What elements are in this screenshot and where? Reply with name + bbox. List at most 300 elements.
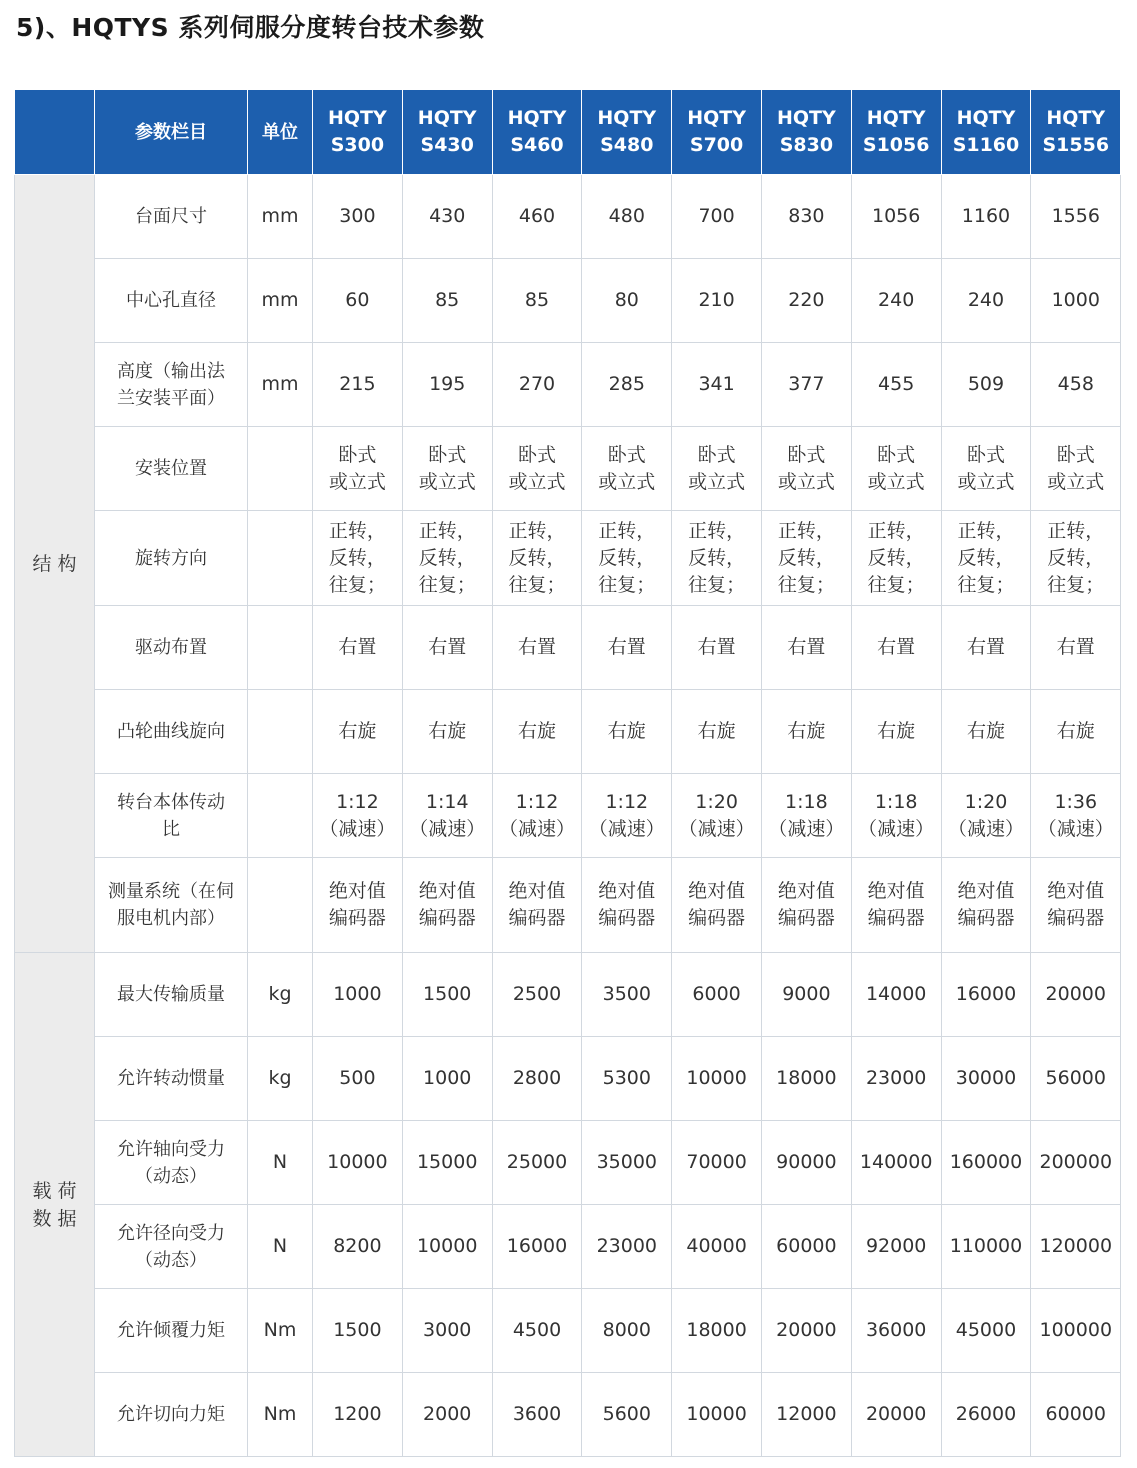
value-cell bbox=[313, 1205, 403, 1289]
unit-cell: kg bbox=[248, 1037, 313, 1121]
value-line: 正转， bbox=[1047, 519, 1105, 542]
value-cell bbox=[313, 1037, 403, 1121]
value-cell bbox=[851, 1205, 941, 1289]
group-label-line: 数 据 bbox=[32, 1207, 77, 1230]
value-line: 右置 bbox=[428, 636, 467, 658]
value-cell bbox=[672, 427, 762, 511]
param-name-cell bbox=[95, 858, 248, 953]
value-line: 或立式 bbox=[598, 470, 656, 493]
value-cell bbox=[313, 1289, 403, 1373]
param-name-cell bbox=[95, 1373, 248, 1457]
value-cell bbox=[941, 858, 1031, 953]
value-line: 绝对值 bbox=[1047, 880, 1105, 902]
value-line: 正转， bbox=[867, 519, 925, 542]
value-cell bbox=[492, 774, 582, 858]
unit-cell: N bbox=[248, 1121, 313, 1205]
table-row bbox=[15, 690, 1121, 774]
value-line: 卧式 bbox=[607, 443, 646, 466]
value-line: 85 bbox=[524, 289, 550, 311]
value-cell bbox=[672, 690, 762, 774]
value-line: 500 bbox=[339, 1067, 376, 1089]
model-name-line: S430 bbox=[420, 134, 474, 156]
value-line: 20000 bbox=[1045, 983, 1106, 1005]
table-row bbox=[15, 175, 1121, 259]
value-cell bbox=[941, 774, 1031, 858]
value-cell bbox=[672, 1373, 762, 1457]
table-row bbox=[15, 1205, 1121, 1289]
value-cell bbox=[761, 511, 851, 606]
value-line: 右置 bbox=[1056, 636, 1095, 658]
value-line: 卧式 bbox=[787, 443, 826, 466]
value-line: 反转， bbox=[418, 546, 476, 569]
value-cell bbox=[941, 690, 1031, 774]
value-cell bbox=[941, 427, 1031, 511]
unit-cell: Nm bbox=[248, 1289, 313, 1373]
table-row bbox=[15, 427, 1121, 511]
value-cell bbox=[402, 690, 492, 774]
table-row bbox=[15, 1121, 1121, 1205]
model-name-line: HQTY bbox=[776, 107, 836, 129]
value-line: 70000 bbox=[686, 1151, 747, 1173]
value-line: 右旋 bbox=[517, 720, 556, 742]
value-cell bbox=[941, 1289, 1031, 1373]
value-line: 编码器 bbox=[867, 907, 925, 929]
value-cell bbox=[761, 1121, 851, 1205]
value-cell bbox=[313, 606, 403, 690]
unit-cell bbox=[248, 511, 313, 606]
param-name-cell bbox=[95, 1205, 248, 1289]
value-cell bbox=[941, 1037, 1031, 1121]
param-name-cell bbox=[95, 1289, 248, 1373]
value-line: 反转， bbox=[777, 546, 835, 569]
value-line: 绝对值 bbox=[867, 880, 925, 902]
header-row bbox=[15, 90, 1121, 175]
param-name-line: 驱动布置 bbox=[135, 637, 207, 658]
value-line: 右旋 bbox=[338, 720, 377, 742]
value-cell bbox=[1031, 1037, 1121, 1121]
value-line: 编码器 bbox=[418, 907, 476, 929]
value-line: 60 bbox=[345, 289, 370, 311]
value-line: 编码器 bbox=[1047, 907, 1105, 929]
model-name-line: S830 bbox=[779, 134, 834, 156]
param-name-cell bbox=[95, 953, 248, 1037]
value-cell bbox=[492, 1121, 582, 1205]
value-line: 10000 bbox=[686, 1403, 747, 1425]
value-line: 往复； bbox=[328, 573, 386, 596]
param-name-line: 允许径向受力 bbox=[117, 1222, 225, 1244]
value-line: 往复； bbox=[867, 573, 925, 596]
param-name-line: 允许轴向受力 bbox=[117, 1138, 225, 1160]
value-line: 460 bbox=[518, 205, 556, 227]
value-cell bbox=[313, 259, 403, 343]
value-line: 1500 bbox=[333, 1319, 382, 1341]
value-cell bbox=[402, 1121, 492, 1205]
value-line: 绝对值 bbox=[418, 880, 476, 902]
value-cell bbox=[851, 427, 941, 511]
header-model-s1056 bbox=[851, 90, 941, 175]
param-name-line: 高度（输出法 bbox=[117, 360, 225, 382]
value-line: 绝对值 bbox=[508, 880, 566, 902]
value-cell bbox=[582, 1289, 672, 1373]
value-line: 23000 bbox=[596, 1235, 658, 1257]
table-row bbox=[15, 606, 1121, 690]
value-line: 455 bbox=[878, 373, 915, 395]
value-line: 16000 bbox=[506, 1235, 568, 1257]
param-name-line: 转台本体传动 bbox=[117, 791, 225, 813]
unit-cell bbox=[248, 606, 313, 690]
value-cell bbox=[672, 1121, 762, 1205]
value-line: 1500 bbox=[423, 983, 472, 1005]
param-name-line: 允许倾覆力矩 bbox=[117, 1320, 225, 1341]
value-line: 右置 bbox=[787, 636, 826, 658]
value-cell bbox=[1031, 1205, 1121, 1289]
value-line: （减速） bbox=[858, 817, 935, 840]
value-cell bbox=[492, 343, 582, 427]
value-line: 或立式 bbox=[418, 470, 476, 493]
value-cell bbox=[1031, 343, 1121, 427]
value-cell bbox=[851, 343, 941, 427]
value-line: 或立式 bbox=[328, 470, 386, 493]
value-line: 480 bbox=[608, 205, 645, 227]
value-line: 830 bbox=[788, 205, 825, 227]
value-line: 240 bbox=[878, 289, 915, 311]
value-line: 绝对值 bbox=[598, 880, 656, 902]
param-name-cell bbox=[95, 1121, 248, 1205]
value-line: 36000 bbox=[865, 1319, 927, 1341]
value-line: 3600 bbox=[512, 1403, 562, 1425]
value-line: 右旋 bbox=[787, 720, 826, 742]
table-row bbox=[15, 1037, 1121, 1121]
header-model-s830 bbox=[761, 90, 851, 175]
value-cell bbox=[313, 1121, 403, 1205]
value-cell bbox=[492, 1373, 582, 1457]
model-name-line: HQTY bbox=[417, 107, 477, 129]
value-cell bbox=[492, 175, 582, 259]
value-line: 1:18 bbox=[874, 790, 918, 813]
value-line: 300 bbox=[339, 205, 376, 227]
value-line: 1056 bbox=[872, 205, 921, 227]
value-cell bbox=[492, 858, 582, 953]
value-line: 编码器 bbox=[598, 907, 656, 929]
value-line: 3000 bbox=[423, 1319, 472, 1341]
header-param-label: 参数栏目 bbox=[95, 90, 248, 175]
value-line: 1000 bbox=[1051, 289, 1100, 311]
value-cell bbox=[313, 690, 403, 774]
group-label-cell bbox=[15, 175, 95, 953]
value-cell bbox=[761, 953, 851, 1037]
value-cell bbox=[402, 511, 492, 606]
value-line: 4500 bbox=[512, 1319, 562, 1341]
value-cell bbox=[492, 1289, 582, 1373]
unit-cell: N bbox=[248, 1205, 313, 1289]
value-line: 卧式 bbox=[338, 443, 377, 466]
value-line: 430 bbox=[429, 205, 466, 227]
unit-cell: Nm bbox=[248, 1373, 313, 1457]
value-line: 往复； bbox=[777, 573, 835, 596]
value-line: 绝对值 bbox=[688, 880, 746, 902]
model-name-line: S480 bbox=[600, 134, 654, 156]
value-cell bbox=[313, 343, 403, 427]
value-line: 18000 bbox=[686, 1319, 747, 1341]
param-name-cell bbox=[95, 606, 248, 690]
value-line: 卧式 bbox=[428, 443, 467, 466]
value-line: 1:20 bbox=[695, 790, 738, 813]
table-row bbox=[15, 1289, 1121, 1373]
value-line: 5300 bbox=[602, 1067, 651, 1089]
value-line: 右旋 bbox=[966, 720, 1005, 742]
value-cell bbox=[941, 1205, 1031, 1289]
value-line: （减速） bbox=[947, 817, 1024, 840]
value-line: 10000 bbox=[327, 1151, 388, 1173]
value-line: 编码器 bbox=[957, 907, 1015, 929]
value-line: 绝对值 bbox=[328, 880, 386, 902]
header-unit-label: 单位 bbox=[248, 90, 313, 175]
value-line: 1:12 bbox=[336, 790, 379, 813]
value-line: 1:12 bbox=[605, 790, 649, 813]
value-cell bbox=[941, 175, 1031, 259]
value-line: （减速） bbox=[319, 817, 396, 840]
value-cell bbox=[851, 1121, 941, 1205]
value-cell bbox=[851, 1373, 941, 1457]
value-line: 右置 bbox=[966, 636, 1005, 658]
value-line: 240 bbox=[967, 289, 1005, 311]
param-name-line: 服电机内部） bbox=[117, 908, 225, 929]
value-line: 14000 bbox=[865, 983, 927, 1005]
value-line: 往复； bbox=[688, 573, 746, 596]
value-line: 90000 bbox=[776, 1151, 837, 1173]
value-cell bbox=[672, 606, 762, 690]
table-row bbox=[15, 774, 1121, 858]
value-cell bbox=[851, 606, 941, 690]
value-cell bbox=[761, 858, 851, 953]
param-name-cell bbox=[95, 690, 248, 774]
header-model-s700 bbox=[672, 90, 762, 175]
value-cell bbox=[1031, 953, 1121, 1037]
param-name-line: 旋转方向 bbox=[135, 547, 207, 569]
value-line: 700 bbox=[698, 205, 735, 227]
header-model-s300 bbox=[313, 90, 403, 175]
value-cell bbox=[492, 259, 582, 343]
value-line: 往复； bbox=[957, 573, 1015, 596]
value-cell bbox=[851, 1289, 941, 1373]
value-cell bbox=[672, 511, 762, 606]
value-line: 25000 bbox=[506, 1151, 568, 1173]
unit-cell: mm bbox=[248, 175, 313, 259]
value-line: 编码器 bbox=[688, 907, 746, 929]
value-line: 80 bbox=[614, 289, 639, 311]
header-model-s480 bbox=[582, 90, 672, 175]
param-name-line: 测量系统（在伺 bbox=[108, 881, 234, 902]
table-row bbox=[15, 1373, 1121, 1457]
model-name-line: HQTY bbox=[597, 107, 657, 129]
value-line: 1:18 bbox=[785, 790, 828, 813]
value-cell bbox=[313, 427, 403, 511]
value-line: 110000 bbox=[949, 1235, 1023, 1257]
value-line: （减速） bbox=[588, 817, 665, 840]
value-cell bbox=[313, 511, 403, 606]
table-row bbox=[15, 511, 1121, 606]
value-cell bbox=[851, 858, 941, 953]
value-line: 右置 bbox=[697, 636, 736, 658]
value-line: 100000 bbox=[1039, 1319, 1113, 1341]
model-name-line: HQTY bbox=[687, 107, 746, 129]
value-line: 往复； bbox=[508, 573, 566, 596]
value-cell bbox=[402, 427, 492, 511]
value-cell bbox=[402, 774, 492, 858]
value-line: 或立式 bbox=[688, 470, 746, 493]
value-line: 215 bbox=[339, 373, 376, 395]
value-cell bbox=[851, 175, 941, 259]
value-cell bbox=[582, 259, 672, 343]
table-row bbox=[15, 953, 1121, 1037]
value-line: （减速） bbox=[678, 817, 755, 840]
value-line: 16000 bbox=[955, 983, 1017, 1005]
table-row bbox=[15, 259, 1121, 343]
value-line: 正转， bbox=[418, 519, 476, 542]
value-cell bbox=[582, 1205, 672, 1289]
value-line: 3500 bbox=[602, 983, 651, 1005]
page-title: 5)、HQTYS 系列伺服分度转台技术参数 bbox=[16, 13, 485, 42]
value-cell bbox=[582, 774, 672, 858]
value-cell bbox=[313, 1373, 403, 1457]
value-line: 反转， bbox=[598, 546, 656, 569]
unit-cell bbox=[248, 858, 313, 953]
unit-cell: mm bbox=[248, 259, 313, 343]
param-name-cell bbox=[95, 1037, 248, 1121]
value-line: 10000 bbox=[686, 1067, 747, 1089]
header-model-s430 bbox=[402, 90, 492, 175]
value-cell bbox=[1031, 427, 1121, 511]
value-line: 编码器 bbox=[328, 907, 386, 929]
value-cell bbox=[761, 175, 851, 259]
value-line: 右旋 bbox=[697, 720, 736, 742]
value-cell bbox=[851, 690, 941, 774]
value-line: （减速） bbox=[768, 817, 845, 840]
value-cell bbox=[1031, 774, 1121, 858]
value-line: 195 bbox=[429, 373, 466, 395]
value-line: 9000 bbox=[782, 983, 831, 1005]
header-model-s1160 bbox=[941, 90, 1031, 175]
value-cell bbox=[1031, 858, 1121, 953]
group-label-line: 结 构 bbox=[32, 552, 77, 575]
value-cell bbox=[761, 343, 851, 427]
value-cell bbox=[672, 1037, 762, 1121]
value-cell bbox=[1031, 1289, 1121, 1373]
value-line: 反转， bbox=[688, 546, 746, 569]
value-cell bbox=[941, 1121, 1031, 1205]
value-line: 8000 bbox=[602, 1319, 651, 1341]
value-line: 85 bbox=[435, 289, 460, 311]
value-cell bbox=[582, 953, 672, 1037]
value-cell bbox=[672, 259, 762, 343]
value-line: 正转， bbox=[777, 519, 835, 542]
value-line: 1160 bbox=[961, 205, 1011, 227]
model-name-line: HQTY bbox=[1046, 107, 1106, 129]
value-cell bbox=[402, 1205, 492, 1289]
value-line: 绝对值 bbox=[777, 880, 835, 902]
table-row bbox=[15, 858, 1121, 953]
model-name-line: S700 bbox=[689, 134, 744, 156]
model-name-line: S460 bbox=[510, 134, 564, 156]
value-line: 或立式 bbox=[1047, 470, 1105, 493]
value-line: 458 bbox=[1057, 373, 1094, 395]
param-name-cell bbox=[95, 774, 248, 858]
group-label-cell bbox=[15, 953, 95, 1457]
value-cell bbox=[1031, 511, 1121, 606]
param-name-line: 安装位置 bbox=[135, 458, 207, 479]
value-cell bbox=[851, 953, 941, 1037]
value-cell bbox=[492, 690, 582, 774]
value-line: 1:12 bbox=[515, 790, 559, 813]
value-line: 或立式 bbox=[867, 470, 925, 493]
value-line: 反转， bbox=[957, 546, 1015, 569]
value-line: 1000 bbox=[423, 1067, 472, 1089]
header-model-s460 bbox=[492, 90, 582, 175]
value-cell bbox=[672, 858, 762, 953]
value-line: 60000 bbox=[1045, 1403, 1106, 1425]
unit-cell bbox=[248, 774, 313, 858]
header-corner-cell bbox=[15, 90, 95, 175]
value-line: 往复； bbox=[1047, 573, 1105, 596]
value-line: 18000 bbox=[776, 1067, 837, 1089]
value-line: 2500 bbox=[512, 983, 562, 1005]
value-cell bbox=[402, 606, 492, 690]
value-line: 往复； bbox=[418, 573, 476, 596]
value-cell bbox=[492, 953, 582, 1037]
value-line: 1:20 bbox=[964, 790, 1008, 813]
param-name-line: 兰安装平面） bbox=[117, 387, 225, 409]
value-line: 右旋 bbox=[877, 720, 916, 742]
param-name-cell bbox=[95, 511, 248, 606]
header-model-s1556 bbox=[1031, 90, 1121, 175]
value-line: 正转， bbox=[598, 519, 656, 542]
value-cell bbox=[402, 1373, 492, 1457]
value-cell bbox=[1031, 1373, 1121, 1457]
value-cell bbox=[1031, 175, 1121, 259]
value-line: 377 bbox=[788, 373, 825, 395]
value-line: 15000 bbox=[416, 1151, 478, 1173]
param-name-line: 凸轮曲线旋向 bbox=[117, 721, 225, 742]
value-line: 120000 bbox=[1039, 1235, 1113, 1257]
model-name-line: S1056 bbox=[862, 134, 930, 156]
value-cell bbox=[492, 1205, 582, 1289]
value-cell bbox=[1031, 259, 1121, 343]
value-line: 2000 bbox=[423, 1403, 472, 1425]
model-name-line: HQTY bbox=[507, 107, 567, 129]
value-line: 200000 bbox=[1039, 1151, 1113, 1173]
value-line: 右旋 bbox=[607, 720, 646, 742]
value-line: 56000 bbox=[1045, 1067, 1106, 1089]
param-name-line: 最大传输质量 bbox=[117, 984, 225, 1005]
value-line: 30000 bbox=[955, 1067, 1017, 1089]
value-line: 反转， bbox=[867, 546, 925, 569]
value-cell bbox=[672, 343, 762, 427]
value-cell bbox=[313, 858, 403, 953]
value-line: 40000 bbox=[686, 1235, 747, 1257]
value-line: 285 bbox=[608, 373, 645, 395]
value-line: 右置 bbox=[338, 636, 377, 658]
value-line: 卧式 bbox=[1056, 443, 1095, 466]
value-line: 正转， bbox=[688, 519, 746, 542]
value-line: 1:36 bbox=[1054, 790, 1098, 813]
value-line: 23000 bbox=[865, 1067, 927, 1089]
value-line: 右置 bbox=[607, 636, 646, 658]
value-cell bbox=[402, 259, 492, 343]
value-line: 160000 bbox=[949, 1151, 1023, 1173]
param-name-cell bbox=[95, 259, 248, 343]
value-cell bbox=[761, 774, 851, 858]
model-name-line: S300 bbox=[330, 134, 385, 156]
